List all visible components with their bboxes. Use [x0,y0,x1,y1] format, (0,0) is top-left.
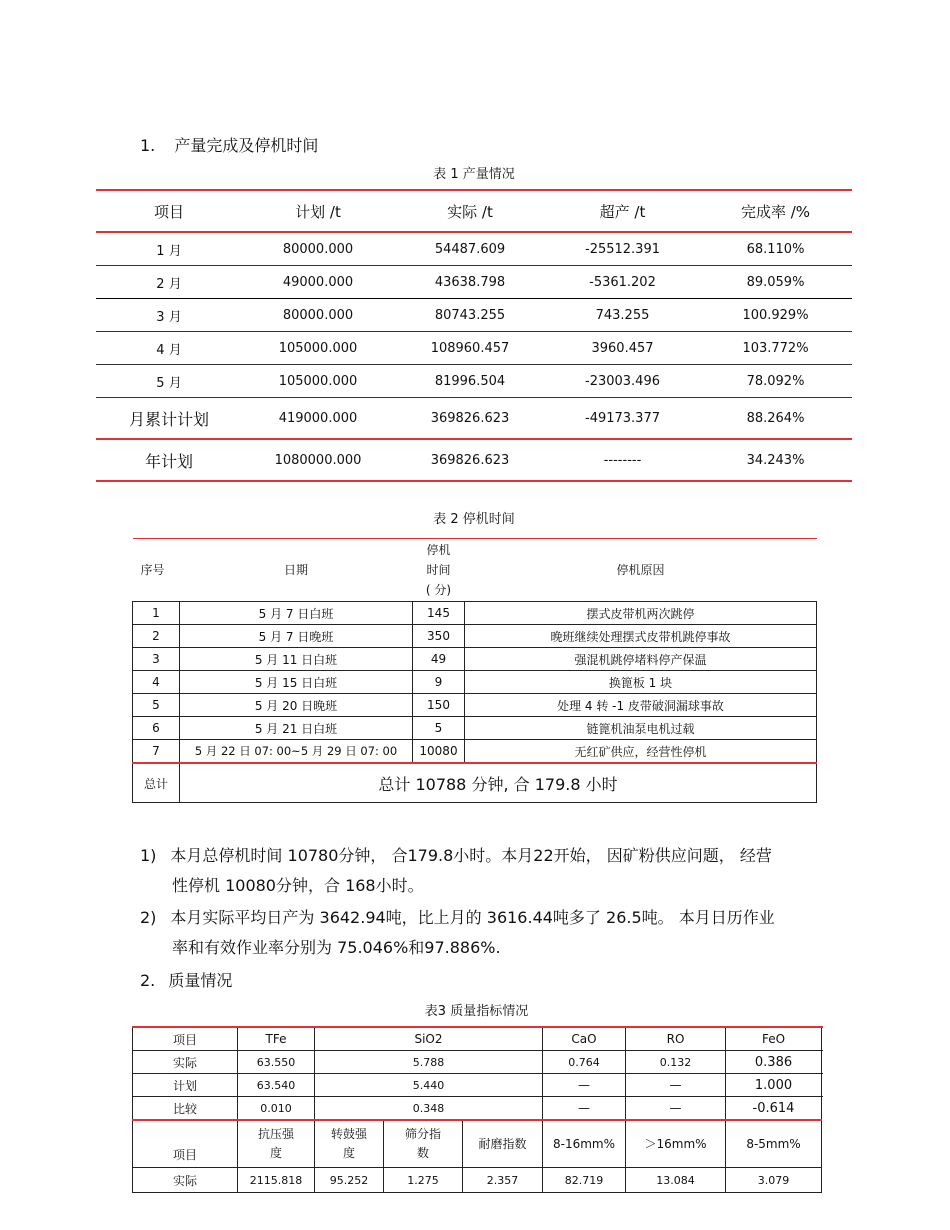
table-row [133,1097,822,1121]
table-header-row [133,1027,822,1051]
header-line: 度 [342,1146,355,1160]
table-row [133,694,817,717]
table-cell: 34.243% [699,439,852,481]
header-line: 转鼓强 [330,1127,367,1141]
table-cell: 95.252 [315,1168,384,1193]
total-row [133,763,817,803]
table-cell: 88.264% [699,398,852,440]
header-cell: 计划 /t [242,190,394,232]
table-cell: 0.132 [626,1051,726,1074]
downtime-table [132,538,817,803]
table-row [133,1051,822,1074]
table-cell: 369826.623 [394,439,546,481]
table-cell: 5 月 21 日白班 [180,717,413,740]
table-2-caption: 表 2 停机时间 [433,512,515,527]
table-cell: 369826.623 [394,398,546,440]
table-cell: 103.772% [699,332,852,365]
header-line: ( 分) [425,583,452,597]
table-row [96,332,852,365]
table-row [96,299,852,332]
table-cell: 43638.798 [394,266,546,299]
header-line: 筛分指 [404,1127,441,1141]
table-cell: 9 [413,671,465,694]
note-1 [140,841,830,901]
table-cell: — [543,1074,626,1097]
table-cell: 80000.000 [242,299,394,332]
header-cell: ＞16mm% [626,1120,726,1168]
table-cell: 105000.000 [242,332,394,365]
table-cell: 3.079 [726,1168,822,1193]
header-cell: 序号 [133,539,180,602]
table-cell: 比较 [133,1097,238,1121]
table-row [96,398,852,440]
section-2-number: 2. [140,971,156,990]
quality-table [132,1026,822,1193]
note-number: 1) [140,846,157,865]
table-cell: 5 月 [96,365,242,398]
header-line: 时间 [426,563,451,577]
table-header-row [96,190,852,232]
table-row [96,439,852,481]
note-text: 本月总停机时间 10780分钟， 合179.8小时。本月22开始， 因矿粉供应问题， 经营 [170,846,772,865]
table-cell: 5 月 7 日白班 [180,602,413,625]
table-row [133,740,817,764]
table-cell: 2.357 [463,1168,543,1193]
table-cell: 743.255 [546,299,699,332]
table-cell: 换篦板 1 块 [465,671,817,694]
header-line: 抗压强 [257,1127,294,1141]
section-2-title: 质量情况 [168,971,233,990]
header-cell [413,539,465,602]
table-cell: 晚班继续处理摆式皮带机跳停事故 [465,625,817,648]
header-cell: 停机原因 [465,539,817,602]
table-cell: 3 [133,648,180,671]
table-cell: 计划 [133,1074,238,1097]
header-cell: FeO [726,1027,822,1051]
header-cell: TFe [238,1027,315,1051]
table-cell: 350 [413,625,465,648]
table-cell: 7 [133,740,180,764]
table-cell: 5.788 [315,1051,543,1074]
header-line: 度 [269,1146,282,1160]
table-cell: 月累计计划 [96,398,242,440]
table-header-row [133,1120,822,1168]
table-cell: 0.764 [543,1051,626,1074]
table-cell: 5.440 [315,1074,543,1097]
table-cell: 108960.457 [394,332,546,365]
header-cell: 耐磨指数 [463,1120,543,1168]
table-row [133,625,817,648]
table-cell: 实际 [133,1051,238,1074]
header-cell: CaO [543,1027,626,1051]
total-value: 总计 10788 分钟, 合 179.8 小时 [180,763,817,803]
table-cell: -49173.377 [546,398,699,440]
section-1-number: 1. [140,136,156,155]
table-cell: 4 月 [96,332,242,365]
table-cell: 89.059% [699,266,852,299]
total-label: 总计 [133,763,180,803]
table-cell: 摆式皮带机两次跳停 [465,602,817,625]
table-cell: 0.348 [315,1097,543,1121]
header-cell: 完成率 /% [699,190,852,232]
table-cell: 145 [413,602,465,625]
header-cell: SiO2 [315,1027,543,1051]
table-cell: 68.110% [699,232,852,266]
table-cell: 80000.000 [242,232,394,266]
table-cell: -5361.202 [546,266,699,299]
table-row [133,671,817,694]
note-number: 2) [140,908,157,927]
header-line: 数 [416,1146,429,1160]
table-row [96,365,852,398]
table-cell: 63.550 [238,1051,315,1074]
header-cell: 项目 [133,1027,238,1051]
header-cell: RO [626,1027,726,1051]
table-cell: 5 月 22 日 07: 00~5 月 29 日 07: 00 [180,740,413,764]
table-cell: 54487.609 [394,232,546,266]
table-cell: 1 月 [96,232,242,266]
header-cell: 项目 [96,190,242,232]
table-cell: 100.929% [699,299,852,332]
header-cell: 8-16mm% [543,1120,626,1168]
table-cell: 5 月 11 日白班 [180,648,413,671]
header-cell: 项目 [133,1120,238,1168]
note-text: 率和有效作业率分别为 75.046%和97.886%. [172,938,501,957]
table-cell: 5 月 20 日晚班 [180,694,413,717]
table-cell: 80743.255 [394,299,546,332]
table-cell: 63.540 [238,1074,315,1097]
table-3-caption: 表3 质量指标情况 [424,1004,529,1019]
section-1-title: 产量完成及停机时间 [174,136,319,155]
table-cell: 处理 4 转 -1 皮带破洞漏球事故 [465,694,817,717]
table-row [133,1074,822,1097]
header-cell: 8-5mm% [726,1120,822,1168]
table-cell: 2 [133,625,180,648]
table-cell: 49000.000 [242,266,394,299]
table-cell: -25512.391 [546,232,699,266]
table-cell: — [543,1097,626,1121]
table-cell: -------- [546,439,699,481]
table-cell: 78.092% [699,365,852,398]
table-cell: 1.275 [384,1168,463,1193]
table-cell: -23003.496 [546,365,699,398]
table-cell: 1080000.000 [242,439,394,481]
table-row [133,602,817,625]
table-cell: 5 月 7 日晚班 [180,625,413,648]
section-2-heading [140,968,232,991]
table-cell: 81996.504 [394,365,546,398]
table-cell: 1 [133,602,180,625]
table-row [133,648,817,671]
header-cell: 实际 /t [394,190,546,232]
table-cell: 链篦机油泵电机过载 [465,717,817,740]
table-cell: 3 月 [96,299,242,332]
table-cell: 2115.818 [238,1168,315,1193]
table-cell: 5 月 15 日白班 [180,671,413,694]
header-cell [384,1120,463,1168]
table-cell: 年计划 [96,439,242,481]
table-row [96,232,852,266]
table-cell: 2 月 [96,266,242,299]
table-cell: 13.084 [626,1168,726,1193]
table-cell: 5 [413,717,465,740]
table-cell: — [626,1074,726,1097]
header-cell [238,1120,315,1168]
table-cell: 0.386 [726,1051,822,1074]
table-cell: 4 [133,671,180,694]
table-cell: 419000.000 [242,398,394,440]
table-cell: 无红矿供应，经营性停机 [465,740,817,764]
note-2 [140,903,830,963]
table-cell: 1.000 [726,1074,822,1097]
table-row [96,266,852,299]
table-1-caption: 表 1 产量情况 [433,167,515,182]
header-cell [315,1120,384,1168]
table-cell: -0.614 [726,1097,822,1121]
table-cell: 6 [133,717,180,740]
table-cell: — [626,1097,726,1121]
table-cell: 105000.000 [242,365,394,398]
table-cell: 49 [413,648,465,671]
table-cell: 82.719 [543,1168,626,1193]
header-line: 停机 [426,543,451,557]
table-cell: 强混机跳停堵料停产保温 [465,648,817,671]
table-row [133,717,817,740]
table-cell: 10080 [413,740,465,764]
table-cell: 实际 [133,1168,238,1193]
section-1-heading [140,133,318,156]
production-table [96,189,852,482]
table-header-row [133,539,817,602]
note-text: 性停机 10080分钟，合 168小时。 [172,876,424,895]
header-cell: 超产 /t [546,190,699,232]
table-cell: 0.010 [238,1097,315,1121]
note-text: 本月实际平均日产为 3642.94吨，比上月的 3616.44吨多了 26.5吨。 本月日历作业 [170,908,775,927]
table-cell: 150 [413,694,465,717]
table-row [133,1168,822,1193]
table-cell: 5 [133,694,180,717]
table-cell: 3960.457 [546,332,699,365]
header-cell: 日期 [180,539,413,602]
